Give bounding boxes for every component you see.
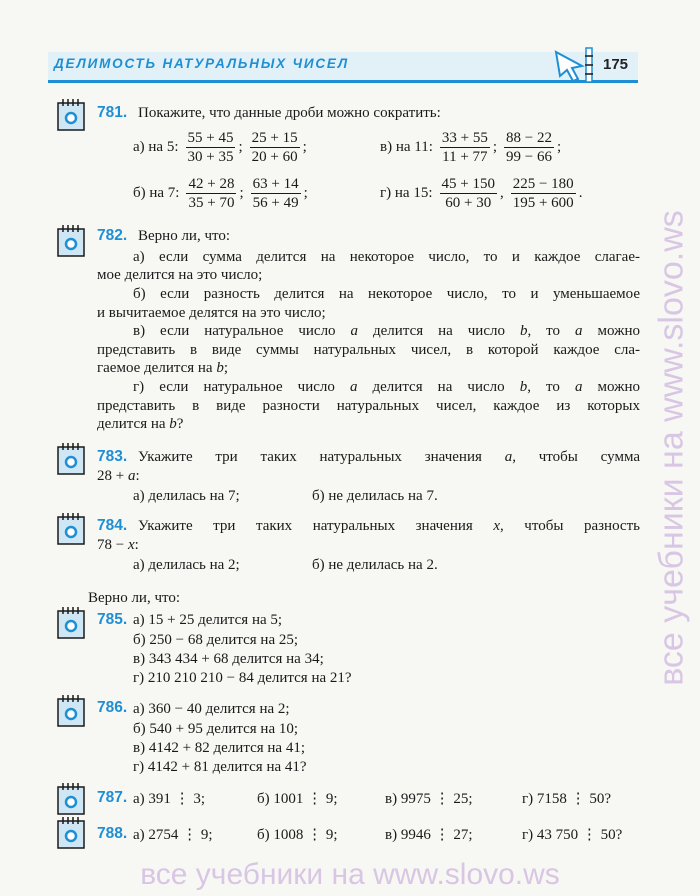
separator: . [578,185,583,201]
problem-line: г) если натуральное число a делится на число b, то a можно [133,379,641,395]
item-a: а) 360 − 40 делится на 2; [133,701,290,717]
item-v: в) 9946 ⋮ 27; [385,827,473,843]
fraction [186,130,236,165]
numerator: 55 + 45 [187,130,234,146]
section-intro: Верно ли, что: [88,590,181,606]
notebook-icon [56,98,86,132]
problem-number: 782. [97,227,128,244]
item-g: г) 7158 ⋮ 50? [522,791,612,807]
problem-line: представить в виде разности натуральных чисел, каждое из которых [97,398,640,414]
problem-line: б) если разность делится на некоторое число, то и уменьшаемое [133,286,640,302]
problem-line: 78 − x: [97,537,139,553]
problem-line: и вычитаемое делятся на это число; [97,305,326,321]
item-v: в) 343 434 + 68 делится на 34; [133,651,324,667]
separator: ; [556,139,562,155]
item-v: в) 4142 + 82 делится на 41; [133,740,305,756]
item-v: в) 9975 ⋮ 25; [385,791,473,807]
item-b: б) не делилась на 7. [312,488,438,504]
numerator: 45 + 150 [441,176,495,192]
fraction-row-g [380,176,588,211]
problem-number: 783. [97,448,128,465]
fraction-row-a [133,130,313,165]
item-b: б) 1008 ⋮ 9; [257,827,338,843]
numerator: 33 + 55 [441,130,488,146]
numerator: 225 − 180 [512,176,574,192]
denominator: 30 + 35 [187,149,234,165]
problem-line: в) если натуральное число a делится на число b, то a можно [133,323,641,339]
denominator: 20 + 60 [251,149,298,165]
notebook-icon [56,606,86,640]
item-b: б) не делилась на 2. [312,557,438,573]
item-a: а) 391 ⋮ 3; [133,791,206,807]
denominator: 56 + 49 [252,195,299,211]
denominator: 35 + 70 [188,195,235,211]
denominator: 195 + 600 [512,195,574,211]
problem-line: гаемое делится на b; [97,360,229,376]
item-a: а) делилась на 7; [133,488,240,504]
notebook-icon [56,782,86,816]
watermark-bottom: все учебники на www.slovo.ws [140,858,560,891]
problem-number: 786. [97,699,128,716]
fraction [251,176,301,211]
item-a: а) 15 + 25 делится на 5; [133,612,283,628]
notebook-icon [56,224,86,258]
item-g: г) 4142 + 81 делится на 41? [133,759,307,775]
problem-number: 788. [97,825,128,842]
problem-text: Верно ли, что: [138,228,231,244]
item-b: б) 1001 ⋮ 9; [257,791,338,807]
page-number: 175 [603,56,629,73]
numerator: 25 + 15 [251,130,298,146]
problem-number: 785. [97,611,128,628]
numerator: 63 + 14 [252,176,299,192]
denominator: 99 − 66 [506,149,552,165]
chapter-title: ДЕЛИМОСТЬ НАТУРАЛЬНЫХ ЧИСЕЛ [54,56,349,71]
problem-line: представить в виде суммы натуральных чисел, в которой каждое сла- [97,342,640,358]
item-label: г) на 15: [380,185,433,201]
item-a: а) делилась на 2; [133,557,240,573]
fraction-row-b [133,176,314,211]
denominator: 60 + 30 [445,195,492,211]
notebook-icon [56,694,86,728]
item-a: а) 2754 ⋮ 9; [133,827,213,843]
problem-number: 784. [97,517,128,534]
problem-line: а) если сумма делится на некоторое число, то и каждое слагае- [133,249,640,265]
separator: ; [492,139,498,155]
problem-text: Укажите три таких натуральных значения x, чтобы разность [138,518,640,534]
fraction [250,130,300,165]
item-g: г) 43 750 ⋮ 50? [522,827,623,843]
separator: ; [302,139,307,155]
notebook-icon [56,512,86,546]
item-b: б) 540 + 95 делится на 10; [133,721,299,737]
numerator: 88 − 22 [506,130,552,146]
separator: ; [303,185,308,201]
item-g: г) 210 210 210 − 84 делится на 21? [133,670,352,686]
fraction [440,130,490,165]
fraction [440,176,497,211]
numerator: 42 + 28 [188,176,235,192]
notebook-icon [56,816,86,850]
item-b: б) 250 − 68 делится на 25; [133,632,299,648]
item-label: а) на 5: [133,139,179,155]
problem-number: 781. [97,104,128,121]
pointer-arrow-icon [552,46,602,84]
watermark-vertical: все учебники на www.slovo.ws [652,210,691,686]
problem-line: делится на b? [97,416,184,432]
separator: ; [238,139,243,155]
notebook-icon [56,442,86,476]
fraction-row-v [380,130,567,165]
problem-text: Покажите, что данные дроби можно сократить: [138,105,441,121]
separator: ; [239,185,244,201]
fraction [504,130,554,165]
problem-text: Укажите три таких натуральных значения a, чтобы сумма [138,449,640,465]
separator: , [499,185,504,201]
item-label: в) на 11: [380,139,433,155]
problem-number: 787. [97,789,128,806]
problem-line: 28 + a: [97,468,140,484]
fraction [186,176,236,211]
fraction [511,176,576,211]
problem-line: мое делится на это число; [97,267,263,283]
item-label: б) на 7: [133,185,180,201]
denominator: 11 + 77 [442,149,488,165]
